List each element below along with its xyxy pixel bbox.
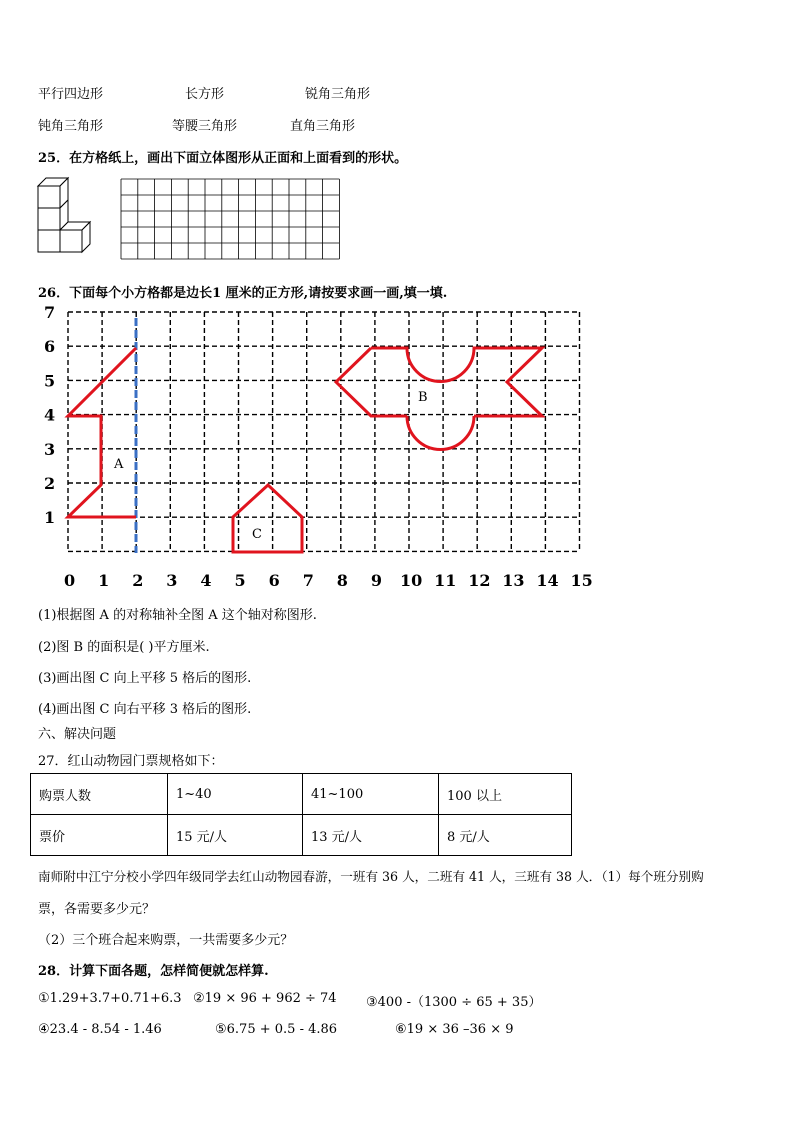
x-tick-label: 8	[336, 571, 348, 590]
x-tick-label: 13	[502, 571, 525, 590]
q26-part-3: (3)画出图 C 向上平移 5 格后的图形.	[38, 671, 252, 686]
calc-item-6: ⑥19 × 36 –36 × 9	[395, 1022, 514, 1037]
shape-name-acute-triangle: 锐角三角形	[305, 87, 371, 102]
x-tick-label: 6	[268, 571, 280, 590]
y-tick-label: 5	[44, 371, 56, 391]
section-heading-6: 六、解决问题	[38, 727, 117, 742]
table-row	[31, 815, 572, 856]
y-tick-label: 7	[44, 303, 56, 322]
table-cell: 1~40	[168, 774, 303, 815]
table-cell: 票价	[31, 815, 168, 856]
label-b: B	[418, 390, 428, 405]
x-tick-label: 3	[166, 571, 178, 590]
y-tick-label: 2	[44, 474, 56, 493]
shape-name-right-triangle: 直角三角形	[290, 119, 356, 134]
x-tick-label: 5	[234, 571, 246, 590]
x-tick-label: 9	[370, 571, 383, 590]
q26-part-4: (4)画出图 C 向右平移 3 格后的图形.	[38, 702, 252, 717]
x-tick-label: 0	[64, 571, 76, 590]
x-tick-label: 7	[302, 571, 314, 590]
y-tick-label: 4	[44, 405, 56, 425]
calc-item-3: ③400 -（1300 ÷ 65 + 35）	[366, 995, 542, 1010]
shape-name-obtuse-triangle: 钝角三角形	[38, 119, 104, 134]
question-28: 28．计算下面各题，怎样简便就怎样算.	[38, 964, 269, 979]
shape-name-parallelogram: 平行四边形	[38, 87, 104, 102]
x-tick-label: 2	[132, 571, 144, 590]
x-tick-label: 12	[468, 571, 491, 590]
question-26: 26．下面每个小方格都是边长1 厘米的正方形,请按要求画一画,填一填.	[38, 286, 448, 301]
y-tick-label: 1	[44, 508, 56, 528]
ticket-price-table	[30, 773, 572, 856]
x-tick-label: 10	[400, 571, 423, 590]
shape-c	[233, 485, 302, 552]
x-tick-label: 1	[98, 571, 110, 590]
calc-item-4: ④23.4 - 8.54 - 1.46	[38, 1022, 162, 1037]
x-tick-label: 11	[434, 571, 457, 590]
x-tick-label: 4	[200, 571, 212, 590]
q26-part-2: (2)图 B 的面积是( )平方厘米.	[38, 640, 210, 655]
table-cell: 100 以上	[439, 774, 572, 815]
table-row	[31, 774, 572, 815]
label-c: C	[252, 527, 262, 542]
cube-stack-figure	[34, 172, 96, 268]
x-tick-label: 14	[536, 571, 559, 590]
table-cell: 13 元/人	[303, 815, 439, 856]
shape-name-rectangle: 长方形	[185, 87, 225, 102]
q27-text-2: 票，各需要多少元？	[38, 902, 156, 917]
coordinate-grid-figure	[30, 300, 600, 595]
calc-item-2: ②19 × 96 + 962 ÷ 74	[193, 991, 337, 1006]
q27-text-1: 南师附中江宁分校小学四年级同学去红山动物园春游，一班有 36 人，二班有 41 人，三班有 38 人．（1）每个班分别购	[38, 869, 704, 884]
table-cell: 41~100	[303, 774, 439, 815]
q26-part-1: (1)根据图 A 的对称轴补全图 A 这个轴对称图形.	[38, 608, 317, 623]
question-27: 27．红山动物园门票规格如下：	[38, 754, 224, 769]
table-cell: 购票人数	[31, 774, 168, 815]
table-cell: 8 元/人	[439, 815, 572, 856]
question-25: 25．在方格纸上，画出下面立体图形从正面和上面看到的形状。	[38, 151, 408, 166]
table-cell: 15 元/人	[168, 815, 303, 856]
y-tick-label: 3	[44, 439, 56, 459]
calc-item-5: ⑤6.75 + 0.5 - 4.86	[215, 1022, 338, 1037]
shape-name-isosceles-triangle: 等腰三角形	[172, 119, 238, 134]
y-tick-label: 6	[44, 337, 56, 357]
x-tick-label: 15	[570, 571, 593, 590]
label-a: A	[114, 457, 124, 472]
square-grid-q25[interactable]	[120, 178, 342, 260]
q27-text-3: （2）三个班合起来购票，一共需要多少元？	[38, 933, 294, 948]
calc-item-1: ①1.29+3.7+0.71+6.3	[38, 991, 182, 1006]
